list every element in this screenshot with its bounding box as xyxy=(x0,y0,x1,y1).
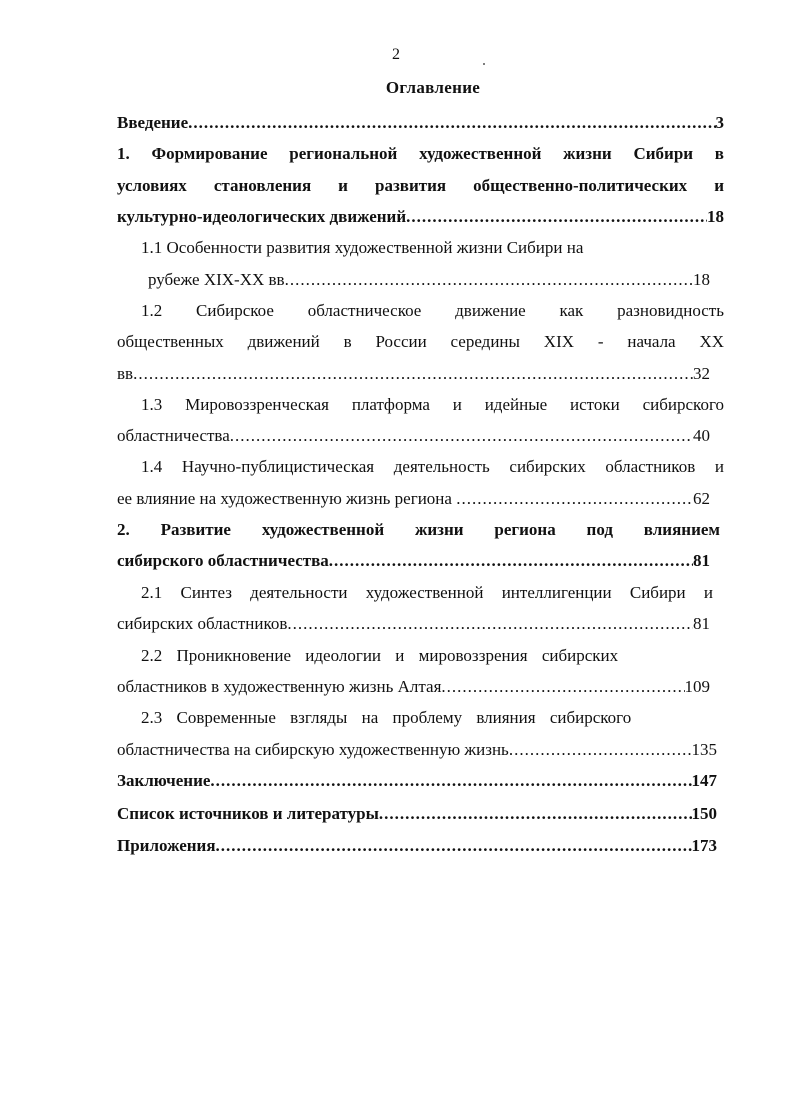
page-number: 2 xyxy=(392,46,400,63)
toc-page-number: 18 xyxy=(707,207,724,226)
toc-section-1-2-line-3[interactable] xyxy=(117,359,710,389)
toc-section-1-1-line-1[interactable]: 1.1 Особенности развития художественной жизни Сибири на xyxy=(141,238,584,257)
toc-page-number: 135 xyxy=(691,740,717,759)
toc-entry-text: культурно-идеологических движений xyxy=(117,207,407,226)
leader-dots xyxy=(216,831,692,861)
toc-entry-text: рубеже XIX-XX вв xyxy=(148,270,285,289)
toc-entry-text: областничества на сибирскую художественную жизнь xyxy=(117,740,509,759)
scan-speck xyxy=(483,63,485,65)
toc-entry-text: Список источников и литературы xyxy=(117,804,379,823)
toc-page-number: 173 xyxy=(691,836,717,855)
toc-entry-text: ее влияние на художественную жизнь региона xyxy=(117,489,457,508)
toc-page-number: 147 xyxy=(691,771,717,790)
leader-dots xyxy=(210,766,691,796)
toc-page-number: 150 xyxy=(691,804,717,823)
toc-section-2-1-line-2[interactable] xyxy=(117,609,710,639)
toc-page-number: 81 xyxy=(693,551,710,570)
leader-dots xyxy=(285,265,693,295)
toc-entry-appendix[interactable] xyxy=(117,831,717,861)
toc-entry-text: сибирского областничества xyxy=(117,551,329,570)
toc-entry-text: областников в художественную жизнь Алтая xyxy=(117,677,442,696)
toc-page-number: 40 xyxy=(693,426,710,445)
toc-entry-text: областничества xyxy=(117,426,230,445)
toc-entry-text: сибирских областников xyxy=(117,614,288,633)
leader-dots xyxy=(441,672,684,702)
toc-entry-sources[interactable] xyxy=(117,799,717,829)
leader-dots xyxy=(406,202,707,232)
toc-section-1-3-line-2[interactable] xyxy=(117,421,710,451)
toc-page-number: 18 xyxy=(693,270,710,289)
toc-section-2-3-line-2[interactable] xyxy=(117,735,717,765)
toc-page-number: 32 xyxy=(693,364,710,383)
toc-section-1-1-line-2[interactable] xyxy=(148,265,710,295)
toc-entry-conclusion[interactable] xyxy=(117,766,717,796)
toc-entry-text: Введение xyxy=(117,113,189,132)
toc-chapter-1-line-1[interactable]: 1. Формирование региональной художественной жизни Сибири в xyxy=(117,144,724,163)
leader-dots xyxy=(456,484,693,514)
toc-section-1-3-line-1[interactable]: 1.3 Мировоззренческая платформа и идейные истоки сибирского xyxy=(141,395,724,414)
toc-entry-text: Заключение xyxy=(117,771,211,790)
toc-entry-intro[interactable] xyxy=(117,108,724,138)
toc-page-number: 3 xyxy=(715,113,724,132)
toc-chapter-1-line-3[interactable] xyxy=(117,202,724,232)
leader-dots xyxy=(230,421,693,451)
toc-title: Оглавление xyxy=(385,78,481,97)
toc-section-1-2-line-1[interactable]: 1.2 Сибирское областническое движение как разновидность xyxy=(141,301,724,320)
toc-chapter-1-line-2[interactable]: условиях становления и развития общественно-политических и xyxy=(117,176,724,195)
toc-chapter-2-line-1[interactable]: 2. Развитие художественной жизни региона под влиянием xyxy=(117,520,720,539)
toc-section-2-2-line-1[interactable]: 2.2 Проникновение идеологии и мировоззрения сибирских xyxy=(141,646,619,665)
toc-section-2-2-line-2[interactable] xyxy=(117,672,710,702)
leader-dots xyxy=(133,359,693,389)
toc-chapter-2-line-2[interactable] xyxy=(117,546,710,576)
leader-dots xyxy=(287,609,693,639)
toc-section-1-4-line-2[interactable] xyxy=(117,484,710,514)
toc-section-1-2-line-2[interactable]: общественных движений в России середины XIX - начала XX xyxy=(117,332,724,351)
toc-page-number: 81 xyxy=(693,614,710,633)
toc-entry-text: Приложения xyxy=(117,836,216,855)
leader-dots xyxy=(188,108,715,138)
leader-dots xyxy=(509,735,692,765)
leader-dots xyxy=(379,799,692,829)
toc-page-number: 109 xyxy=(684,677,710,696)
toc-section-1-4-line-1[interactable]: 1.4 Научно-публицистическая деятельность сибирских областников и xyxy=(141,457,724,476)
toc-section-2-3-line-1[interactable]: 2.3 Современные взгляды на проблему влияния сибирского xyxy=(141,708,632,727)
toc-section-2-1-line-1[interactable]: 2.1 Синтез деятельности художественной интеллигенции Сибири и xyxy=(141,583,713,602)
leader-dots xyxy=(329,546,693,576)
toc-entry-text: вв xyxy=(117,364,134,383)
toc-page-number: 62 xyxy=(693,489,710,508)
